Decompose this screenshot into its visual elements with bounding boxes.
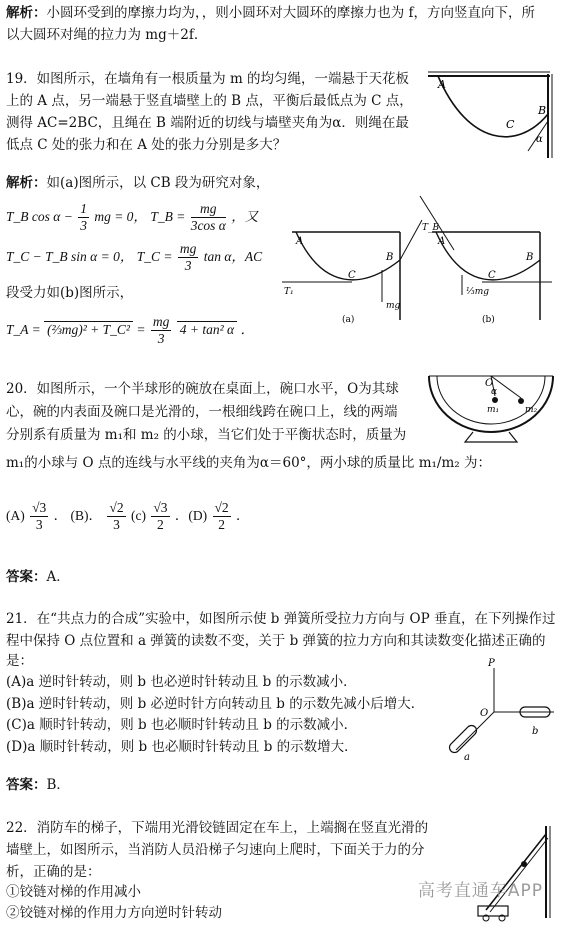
- q21-label-b: b: [532, 726, 539, 737]
- q19-eq-ta-root2: 4 + tan² α: [177, 321, 237, 337]
- q20-line-2: 心，碗的内表面及碗口是光滑的，一根细线跨在碗口上，线的两端: [6, 404, 398, 420]
- q19-frac-tc: $\frac{mg}{3}$: [179, 241, 197, 274]
- q20-label-alpha: α: [491, 387, 498, 397]
- q19-eq-tc-lhs: T_C =: [136, 249, 173, 264]
- q20-opt-d-sep: ．: [236, 508, 250, 523]
- fb-label-caption: (b): [482, 315, 495, 325]
- q19-eq-tb-lhs: T_B =: [150, 209, 186, 224]
- q20-opt-b-frac: $\frac{√2}{3}$: [109, 500, 124, 533]
- q19-label-c: C: [506, 118, 515, 131]
- q19-eq-tc-tail: tan α，AC: [203, 249, 263, 264]
- q20-opt-c-frac: $\frac{√3}{2}$: [153, 500, 168, 533]
- fb-label-b: B: [526, 252, 534, 263]
- q19-eq-ta-lhs: T_A =: [6, 322, 41, 337]
- q19-line-2: 上的 A 点，另一端悬于竖直墙壁上的 B 点，平衡后最低点为 C 点，: [6, 93, 413, 109]
- q22-line-3: 析，正确的是：: [6, 864, 101, 880]
- q19-force-figures: [282, 190, 557, 330]
- q19-eq-tb-first: T_B cos α −: [6, 209, 73, 224]
- q21-line-1: 21．在“共点力的合成”实验中，如图所示使 b 弹簧所受拉力方向与 OP 垂直，在下列操作过: [6, 611, 556, 627]
- q19-frac-ta: $\frac{mg}{3}$: [152, 314, 170, 347]
- q19-eq-tb: [6, 200, 258, 234]
- q19-analysis-line: [6, 172, 269, 194]
- fa-label-tb: T_B: [422, 223, 440, 233]
- q20-opt-b-sep: (c): [130, 508, 146, 523]
- q21-answer-value: B．: [46, 777, 70, 793]
- q22-ladder-figure: [476, 826, 560, 922]
- q20-answer: [6, 566, 70, 588]
- q21-label-a: a: [464, 752, 470, 762]
- q20-bowl-figure: [425, 372, 557, 444]
- intro-text-1: 小圆环受到的摩擦力均为，，则小圆环对大圆环的摩擦力也为 f，方向竖直向下，所: [46, 5, 536, 21]
- q21-line-2: 程中保持 O 点位置和 a 弹簧的读数不变，关于 b 弹簧的拉力方向和其读数变化描述正确的: [6, 633, 546, 649]
- fb-label-a: A: [438, 236, 446, 247]
- q20-opt-b-label: (B)．: [70, 508, 103, 523]
- q19-frac-third: $\frac{1}{3}$: [80, 201, 87, 234]
- q20-answer-value: A．: [46, 569, 70, 585]
- q19-label-alpha: α: [536, 134, 543, 145]
- q19-label-b: B: [538, 104, 547, 117]
- watermark-text: 高考直通车APP: [417, 881, 543, 901]
- q19-eq-tb-tail: ，又: [231, 209, 259, 224]
- q20-opt-d-frac: $\frac{√2}{2}$: [214, 500, 229, 533]
- q20-label-m2: m₂: [525, 405, 538, 415]
- q19-analysis-label: 解析：: [6, 175, 47, 191]
- fa-label-caption: (a): [342, 315, 355, 325]
- q21-label-p: P: [488, 658, 495, 669]
- q22-line-4: ①铰链对梯的作用减小: [6, 884, 141, 900]
- q20-options: [6, 496, 250, 536]
- q22-line-2: 墙壁上，如图所示，当消防人员沿梯子匀速向上爬时，下面关于力的分: [6, 842, 425, 858]
- q20-answer-label: 答案：: [6, 569, 47, 585]
- q19-line-4: 低点 C 处的张力和在 A 处的张力分别是多大？: [6, 137, 287, 153]
- q20-line-4: m₁的小球与 O 点的连线与水平线的夹角为α＝60°，两小球的质量比 m₁/m₂ 为：: [6, 455, 491, 471]
- fa-label-a: A: [296, 236, 304, 247]
- q21-spring-figure: [436, 656, 556, 762]
- q19-eq-tc-first: T_C − T_B sin α = 0，: [6, 249, 134, 264]
- fb-label-mg: ⅓mg: [466, 287, 490, 297]
- q19-eq-tb-second: mg = 0，: [94, 209, 147, 224]
- q19-line-1: 19．如图所示，在墙角有一根质量为 m 的均匀绳，一端悬于天花板: [6, 71, 410, 87]
- q19-eq-ta: [6, 312, 254, 348]
- fa-label-mg: mg: [386, 301, 401, 311]
- q20-opt-a-sep: ．: [53, 508, 68, 523]
- q22-line-5: ②铰链对梯的作用力方向逆时针转动: [6, 905, 222, 921]
- q19-analysis-text: 如(a)图所示，以 CB 段为研究对象，: [46, 175, 270, 191]
- q20-label-m1: m₁: [487, 405, 500, 415]
- q19-line-3: 测得 AC=2BC，且绳在 B 端附近的切线与墙壁夹角为α．则绳在最: [6, 115, 409, 131]
- fa-label-b: B: [386, 252, 394, 263]
- q21-choice-b: (B)a 逆时针转动，则 b 必逆时针方向转动且 b 的示数先减小后增大．: [6, 696, 425, 712]
- q21-answer-label: 答案：: [6, 777, 47, 793]
- intro-line-2: 以大圆环对绳的拉力为 mg＋2f．: [6, 27, 208, 43]
- q20-opt-a-frac: $\frac{√3}{3}$: [32, 500, 47, 533]
- q19-eq-ta-eq: =: [136, 322, 146, 337]
- q19-eq-ta-tail: ．: [240, 322, 254, 337]
- q21-answer: [6, 774, 70, 796]
- q20-line-1: 20．如图所示，一个半球形的碗放在桌面上，碗口水平，O为其球: [6, 381, 399, 397]
- fa-label-c: C: [348, 270, 356, 281]
- q21-choice-d: (D)a 顺时针转动，则 b 也必顺时针转动且 b 的示数增大．: [6, 739, 358, 755]
- fb-label-c: C: [488, 270, 496, 281]
- q20-line-3: 分别系有质量为 m₁和 m₂ 的小球，当它们处于平衡状态时，质量为: [6, 427, 407, 443]
- q19-eq-tc: [6, 240, 262, 274]
- q19-frac-tb: $\frac{mg}{\text{3cos α}}$: [190, 201, 226, 234]
- q20-label-o: O: [485, 378, 494, 389]
- q19-force-line: 段受力如(b)图所示，: [6, 285, 134, 301]
- q21-label-o: O: [480, 708, 489, 719]
- q20-opt-a-label: (A): [6, 508, 25, 523]
- q19-rope-figure: [428, 66, 558, 158]
- q21-choice-a: (A)a 逆时针转动，则 b 也必逆时针转动且 b 的示数减小．: [6, 674, 357, 690]
- q21-choice-c: (C)a 顺时针转动，则 b 也必顺时针转动且 b 的示数减小．: [6, 717, 358, 733]
- analysis-label: 解析：: [6, 5, 47, 21]
- q19-label-a: A: [438, 78, 446, 91]
- q19-eq-ta-root: (⅔mg)² + T_C²: [44, 321, 133, 337]
- fa-label-t1: T₁: [284, 287, 294, 297]
- q20-opt-c-sep: ．(D): [174, 508, 208, 523]
- intro-line-1: [6, 2, 535, 24]
- q21-line-3: 是：: [6, 653, 33, 669]
- q22-line-1: 22．消防车的梯子，下端用光滑铰链固定在车上，上端搁在竖直光滑的: [6, 820, 429, 836]
